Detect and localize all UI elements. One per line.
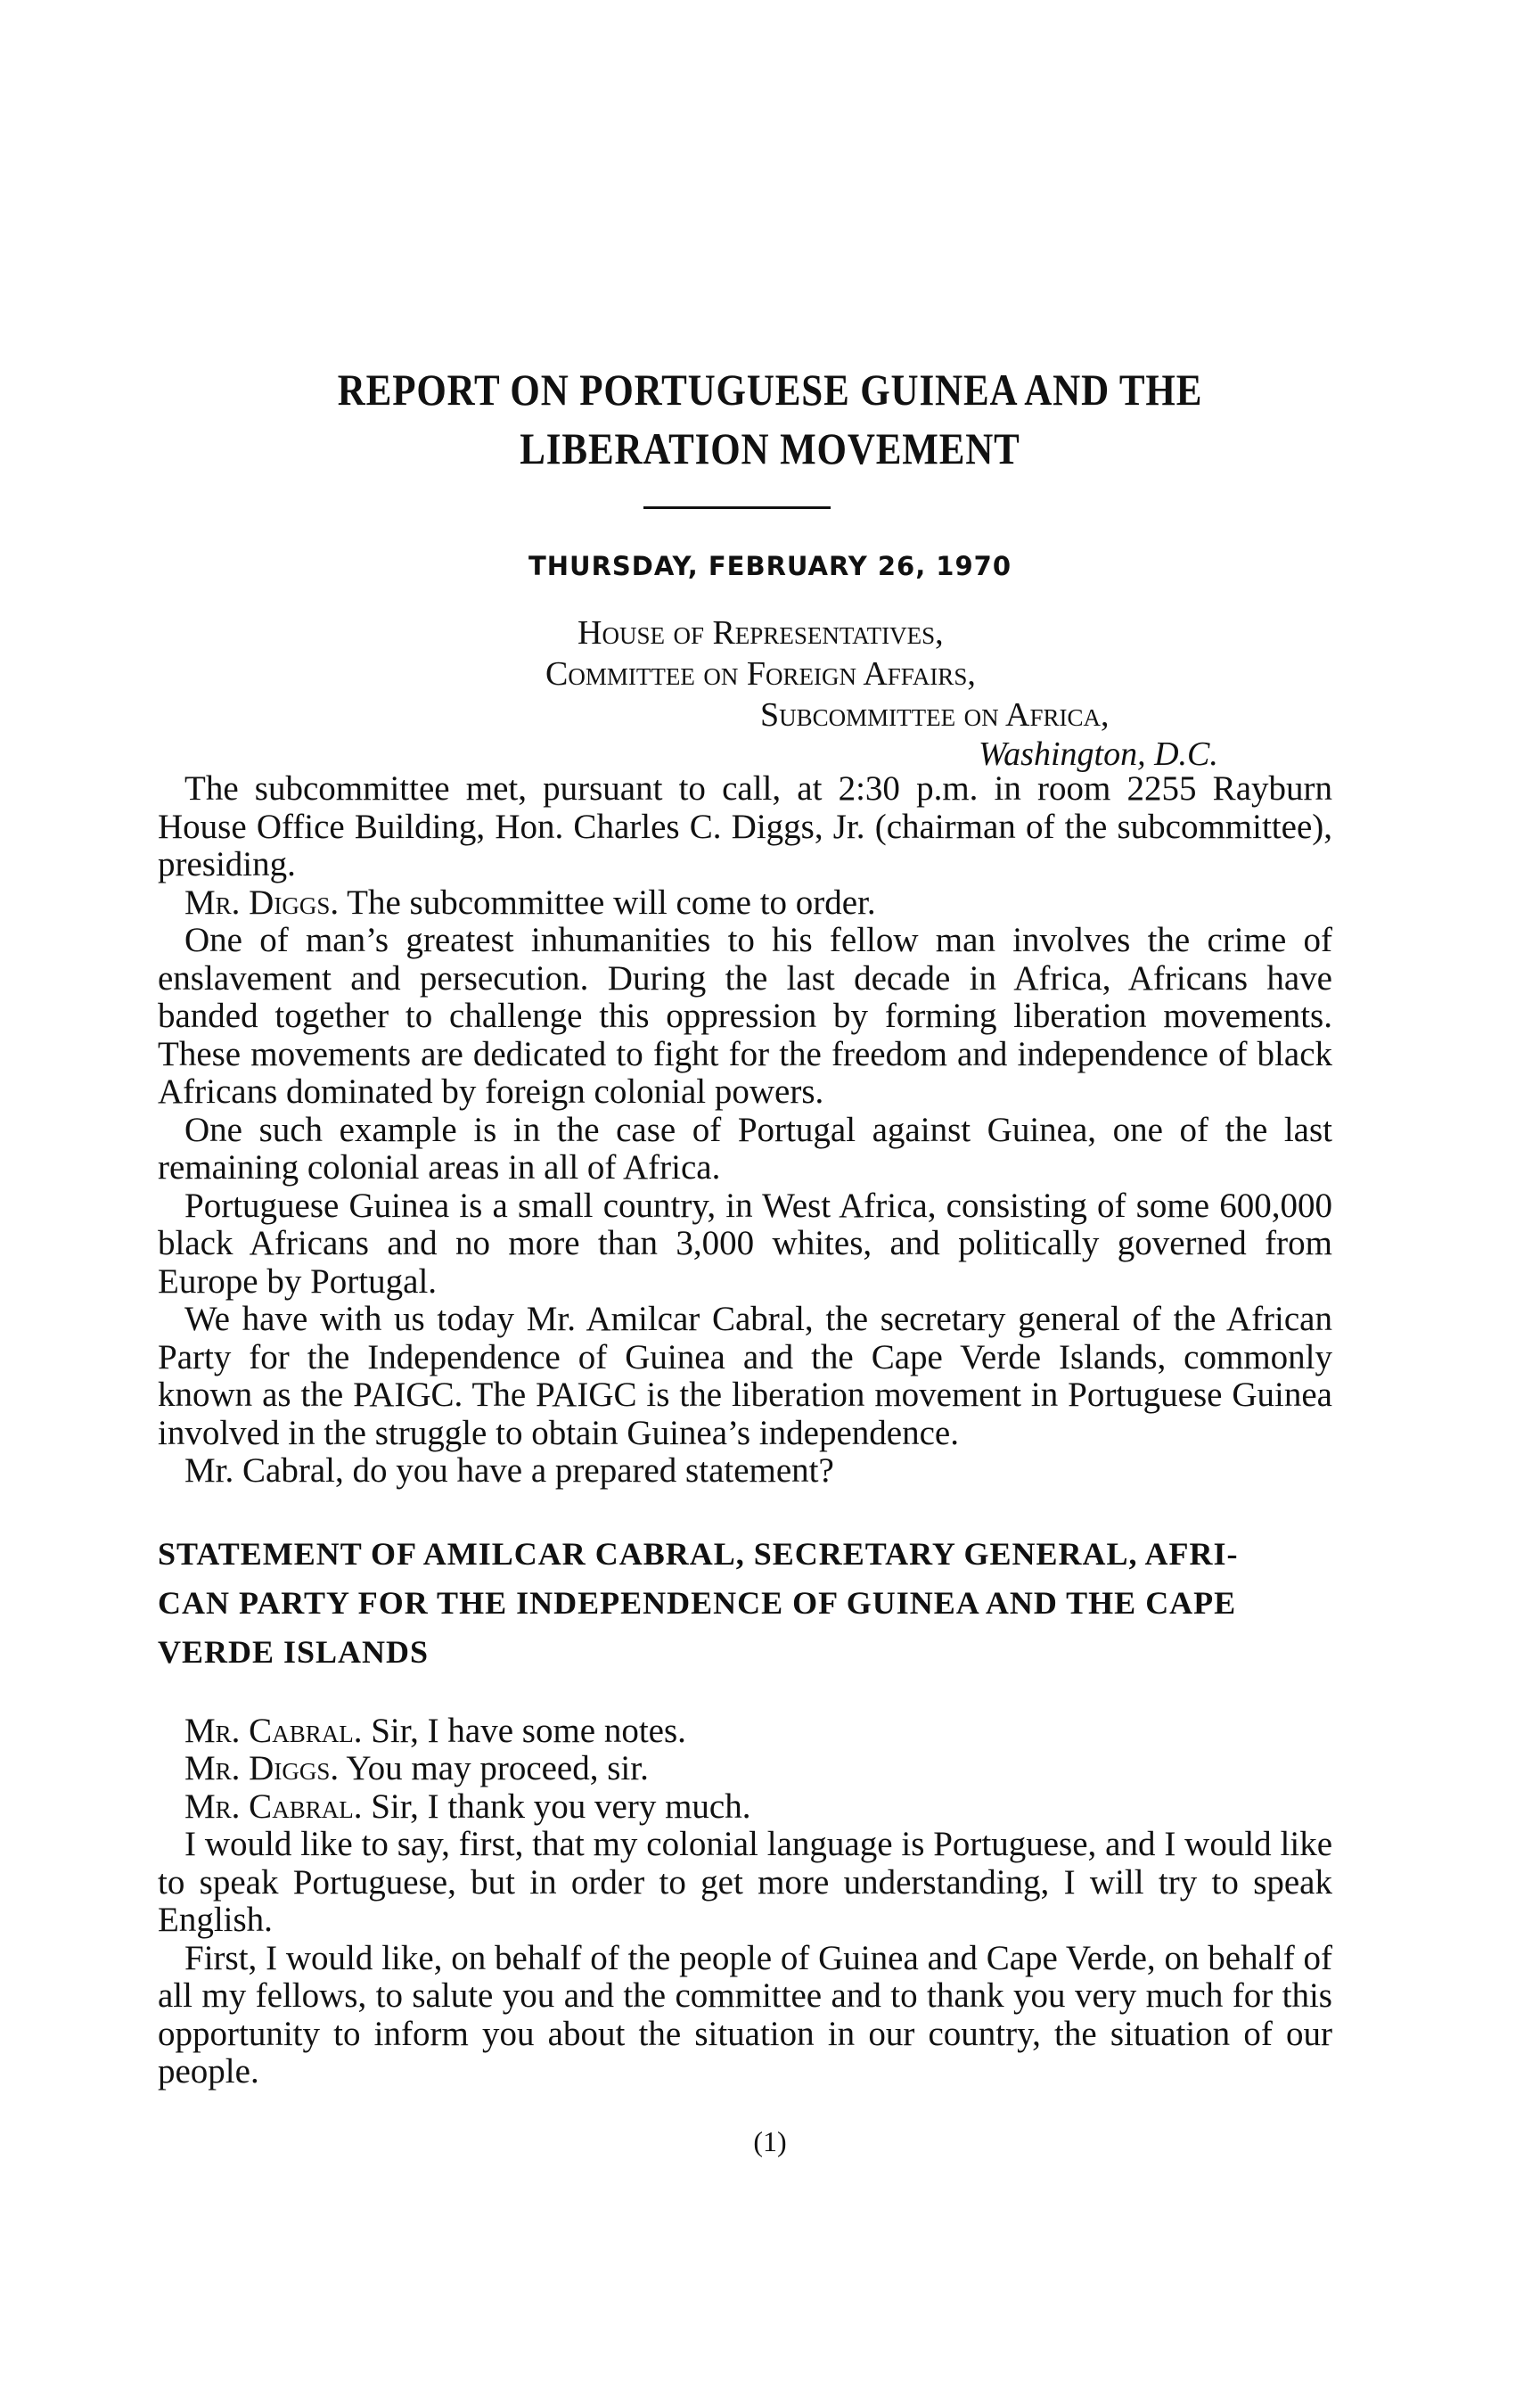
document-body — [158, 770, 1332, 2091]
statement-heading-line-2: CAN PARTY FOR THE INDEPENDENCE OF GUINEA AND THE CAPE — [158, 1584, 1237, 1621]
page-number: (1) — [753, 2125, 787, 2157]
speaker-name: Mr. Diggs. — [184, 883, 340, 922]
paragraph-opening: The subcommittee met, pursuant to call, at 2:30 p.m. in room 2255 Rayburn House Office Building, Hon. Charles C. Diggs, Jr. (chairman of the subcommittee), presiding. — [158, 769, 1332, 883]
speaker-name: Mr. Cabral. — [184, 1787, 363, 1826]
speech-text: Sir, I thank you very much. — [371, 1787, 751, 1826]
speaker-name: Mr. Diggs. — [184, 1749, 340, 1787]
speaker-name: Mr. Cabral. — [184, 1711, 363, 1750]
statement-heading-line-1: STATEMENT OF AMILCAR CABRAL, SECRETARY GENERAL, AFRI- — [158, 1535, 1239, 1572]
paragraph-question: Mr. Cabral, do you have a prepared statement? — [184, 1451, 834, 1490]
speech-diggs-proceed — [158, 1750, 1332, 1788]
hearing-date: THURSDAY, FEBRUARY 26, 1970 — [528, 551, 1012, 581]
speech-diggs-order — [158, 884, 1332, 923]
speech-cabral-thanks — [158, 1788, 1332, 1827]
speech-text: You may proceed, sir. — [346, 1749, 649, 1787]
paragraph-salute: First, I would like, on behalf of the people of Guinea and Cape Verde, on behalf of all my fellows, to salute you and the committee and to thank you very much for this opportunity to inform you about the situation in our country, the situation of our people. — [158, 1938, 1332, 2091]
title-divider — [643, 506, 831, 509]
address-location: Washington, D.C. — [979, 735, 1218, 773]
address-committee: Committee on Foreign Affairs, — [545, 655, 976, 693]
paragraph-language: I would like to say, first, that my colonial language is Portuguese, and I would like to speak Portuguese, but in order to get more understanding, I will try to speak English. — [158, 1825, 1332, 1939]
speech-text: Sir, I have some notes. — [371, 1711, 686, 1750]
speech-cabral-notes — [158, 1713, 1332, 1751]
paragraph-inhumanities: One of man’s greatest inhumanities to his fellow man involves the crime of enslavement and persecution. During the last decade in Africa, Africans have banded together to challenge this oppression by forming liberation movements. These movements are dedicated to fight for the freedom and independence of black Africans dominated by foreign colonial powers. — [158, 921, 1332, 1111]
paragraph-introduce-cabral: We have with us today Mr. Amilcar Cabral, the secretary general of the African Party for the Independence of Guinea and the Cape Verde Islands, commonly known as the PAIGC. The PAIGC is the liberation movement in Portuguese Guinea involved in the struggle to obtain Guinea’s independence. — [158, 1300, 1332, 1452]
address-house: House of Representatives, — [578, 614, 944, 652]
paragraph-example: One such example is in the case of Portugal against Guinea, one of the last remaining colonial areas in all of Africa. — [158, 1110, 1332, 1187]
report-title-line-1: REPORT ON PORTUGUESE GUINEA AND THE — [337, 365, 1203, 415]
report-title — [108, 360, 1432, 478]
address-subcommittee: Subcommittee on Africa, — [760, 696, 1110, 734]
report-title-line-2: LIBERATION MOVEMENT — [520, 423, 1020, 473]
statement-heading — [158, 1530, 1332, 1677]
speech-text: The subcommittee will come to order. — [347, 883, 876, 922]
statement-heading-line-3: VERDE ISLANDS — [158, 1633, 430, 1670]
paragraph-guinea-facts: Portuguese Guinea is a small country, in West Africa, consisting of some 600,000 black Africans and no more than 3,000 whites, and politically governed from Europe by Portugal. — [158, 1186, 1332, 1301]
